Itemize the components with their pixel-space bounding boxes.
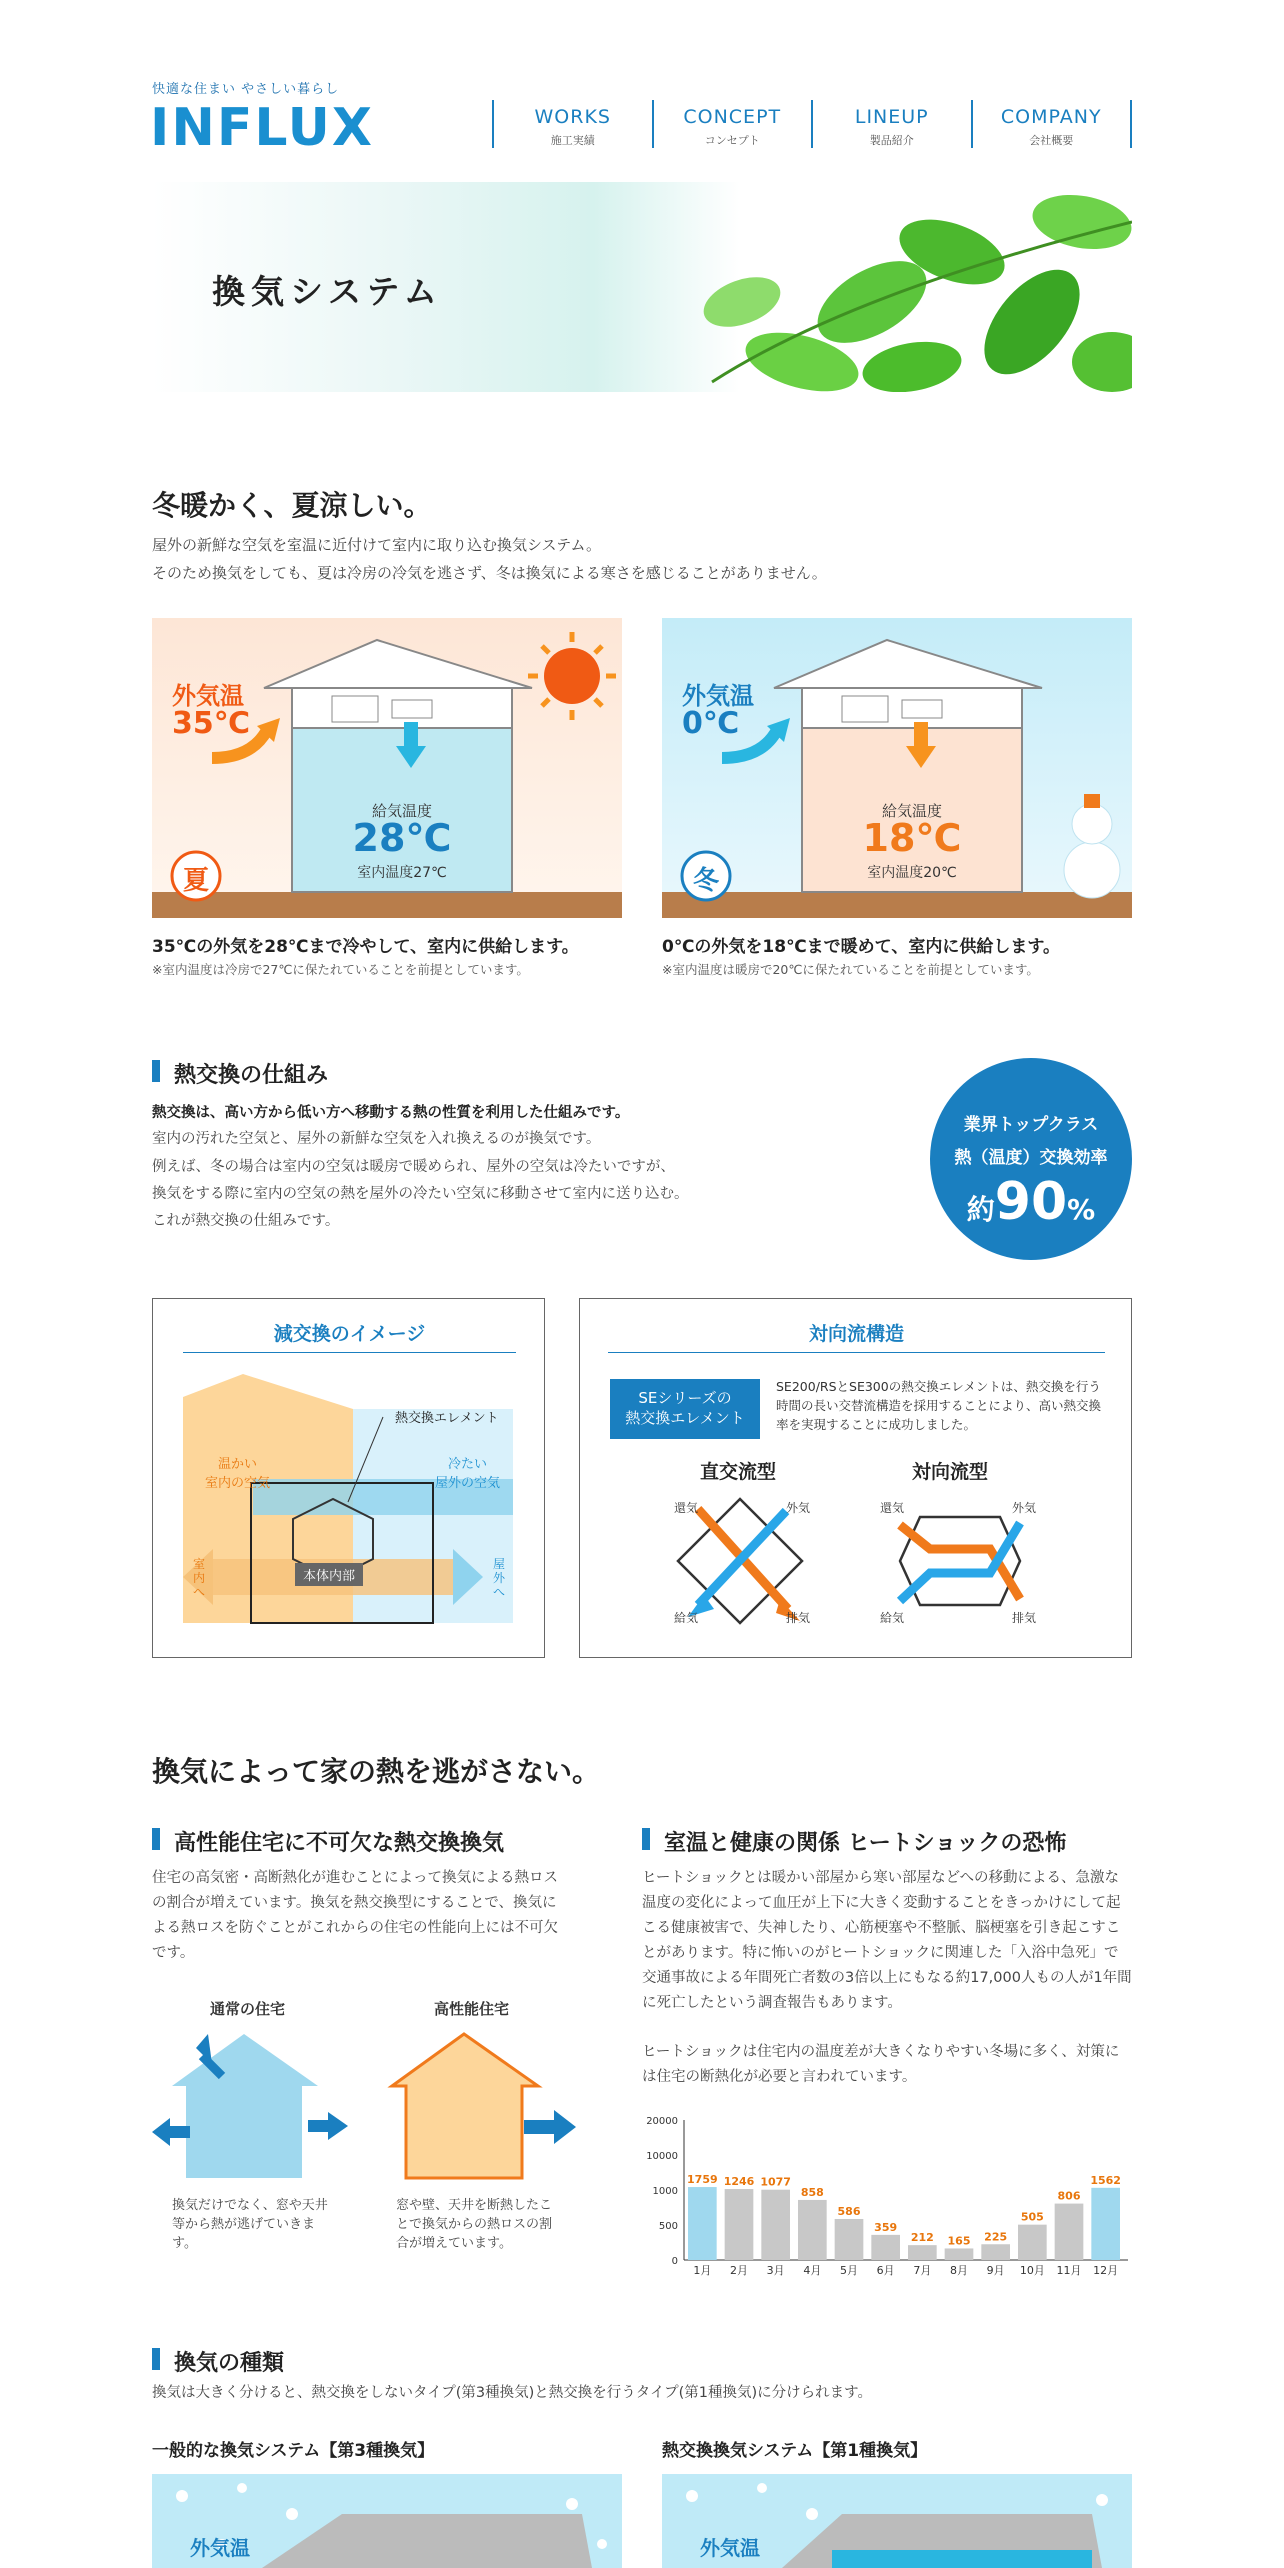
winter-panel bbox=[662, 618, 1132, 918]
chart-x-tick: 12月 bbox=[1093, 2264, 1119, 2277]
inside-label: 本体内部 bbox=[295, 1563, 363, 1586]
winter-caption: 0℃の外気を18℃まで暖めて、室内に供給します。 bbox=[662, 937, 1060, 957]
cross-kanki: 還気 bbox=[674, 1501, 699, 1515]
cross-kyuki: 給気 bbox=[674, 1611, 699, 1625]
chart-x-tick: 8月 bbox=[950, 2264, 968, 2277]
nav-label: CONCEPT bbox=[683, 106, 782, 128]
chart-value-label: 1246 bbox=[723, 2175, 755, 2189]
cold-air-label: 冷たい 屋外の空気 bbox=[435, 1457, 501, 1491]
counterflow-box bbox=[579, 1298, 1132, 1658]
counter-kyuki: 給気 bbox=[880, 1611, 905, 1625]
chart-value-label: 225 bbox=[984, 2230, 1008, 2244]
chart-x-tick: 10月 bbox=[1019, 2264, 1045, 2277]
nav-company[interactable] bbox=[971, 100, 1133, 148]
chart-x-tick: 1月 bbox=[693, 2264, 712, 2277]
summer-supply-temp: 28℃ bbox=[352, 816, 452, 860]
nav-sublabel: コンセプト bbox=[704, 134, 760, 147]
counter-flow-label: 対向流型 bbox=[912, 1461, 989, 1483]
heat-line-2: 例えば、冬の場合は室内の空気は暖房で暖められ、屋外の空気は冷たいですが、 bbox=[152, 1159, 675, 1175]
winter-room-temp: 室内温度20℃ bbox=[867, 865, 957, 881]
chart-value-label: 165 bbox=[947, 2234, 971, 2248]
summer-outside-label: 外気温 bbox=[172, 682, 244, 710]
winter-season-badge: 冬 bbox=[692, 866, 719, 896]
chart-bar bbox=[871, 2235, 900, 2260]
type1-panel bbox=[662, 2474, 1132, 2568]
chart-y-tick: 20000 bbox=[646, 2116, 678, 2127]
chart-y-tick: 0 bbox=[671, 2256, 678, 2267]
winter-supply-label: 給気温度 bbox=[881, 802, 942, 820]
flow-diagrams bbox=[580, 1299, 1133, 1659]
to-inside-label: 室内へ bbox=[193, 1557, 206, 1599]
cross-haiki: 排気 bbox=[786, 1611, 811, 1625]
summer-season-badge: 夏 bbox=[182, 866, 209, 896]
nav-lineup[interactable] bbox=[811, 100, 971, 148]
chart-x-tick: 11月 bbox=[1056, 2264, 1082, 2277]
chart-bar bbox=[761, 2190, 790, 2260]
element-label: 熱交換エレメント bbox=[395, 1411, 499, 1426]
cross-gaiki: 外気 bbox=[786, 1501, 811, 1515]
type3-panel bbox=[152, 2474, 622, 2568]
winter-supply-temp: 18℃ bbox=[862, 816, 962, 860]
chart-value-label: 806 bbox=[1057, 2189, 1081, 2203]
winter-outside-label: 外気温 bbox=[682, 682, 754, 710]
type1-outside-label: 外気温 bbox=[700, 2536, 760, 2560]
chart-y-tick: 1000 bbox=[652, 2186, 678, 2197]
badge-unit: % bbox=[1067, 1193, 1096, 1226]
nav-label: LINEUP bbox=[854, 106, 929, 128]
summer-room-temp: 室内温度27℃ bbox=[357, 865, 447, 881]
left-heading: 高性能住宅に不可欠な熱交換換気 bbox=[152, 1826, 504, 1857]
summer-note: ※室内温度は冷房で27℃に保たれていることを前提としています。 bbox=[152, 962, 529, 977]
chart-bar bbox=[1018, 2225, 1047, 2260]
counterflow-title: 対向流構造 bbox=[608, 1319, 1105, 1353]
counter-kanki: 還気 bbox=[880, 1501, 905, 1515]
nav-concept[interactable] bbox=[652, 100, 812, 148]
nav-sublabel: 施工実績 bbox=[550, 134, 595, 147]
types-desc: 換気は大きく分けると、熱交換をしないタイプ(第3種換気)と熱交換を行うタイプ(第1種換気)に分けられます。 bbox=[152, 2385, 872, 2401]
heat-lead: 熱交換は、高い方から低い方へ移動する熱の性質を利用した仕組みです。 bbox=[152, 1105, 630, 1121]
badge-prefix: 約 bbox=[966, 1193, 995, 1226]
chart-bar bbox=[1091, 2188, 1120, 2260]
chart-bar bbox=[798, 2200, 827, 2260]
summer-outside-temp: 35℃ bbox=[172, 706, 251, 741]
badge-line-1: 業界トップクラス bbox=[963, 1115, 1099, 1135]
normal-house-label: 通常の住宅 bbox=[210, 2000, 286, 2018]
counter-haiki: 排気 bbox=[1012, 1611, 1037, 1625]
heat-shock-chart bbox=[642, 2110, 1132, 2286]
chart-bar bbox=[835, 2219, 864, 2260]
chart-value-label: 1077 bbox=[760, 2175, 791, 2189]
chart-bar bbox=[945, 2248, 974, 2260]
chart-x-tick: 4月 bbox=[803, 2264, 822, 2277]
chart-value-label: 212 bbox=[910, 2231, 934, 2245]
tagline: 快適な住まい やさしい暮らし bbox=[152, 82, 340, 97]
badge-value: 90 bbox=[994, 1172, 1068, 1232]
nav-works[interactable] bbox=[492, 100, 652, 148]
winter-note: ※室内温度は暖房で20℃に保たれていることを前提としています。 bbox=[662, 962, 1039, 977]
chart-x-tick: 2月 bbox=[730, 2264, 748, 2277]
intro-line-1: 屋外の新鮮な空気を室温に近付けて室内に取り込む換気システム。 bbox=[152, 536, 601, 554]
se-series-tag: SEシリーズの 熱交換エレメント bbox=[610, 1379, 760, 1439]
chart-x-tick: 3月 bbox=[766, 2264, 785, 2277]
chart-bar bbox=[725, 2189, 754, 2260]
efficiency-badge bbox=[930, 1058, 1132, 1260]
chart-x-tick: 6月 bbox=[876, 2264, 895, 2277]
heat-line-3: 換気をする際に室内の空気の熱を屋外の冷たい空気に移動させて室内に送り込む。 bbox=[152, 1186, 689, 1202]
chart-value-label: 858 bbox=[800, 2185, 824, 2199]
chart-bar bbox=[981, 2244, 1010, 2260]
high-house-label: 高性能住宅 bbox=[434, 2000, 510, 2018]
nav-sublabel: 会社概要 bbox=[1029, 134, 1074, 147]
counter-gaiki: 外気 bbox=[1012, 1501, 1037, 1515]
exchange-image-title: 減交換のイメージ bbox=[183, 1319, 516, 1353]
summer-supply-label: 給気温度 bbox=[371, 802, 432, 820]
intro-line-2: そのため換気をしても、夏は冷房の冷気を逃さず、冬は換気による寒さを感じることがありません。 bbox=[152, 564, 827, 582]
heat-exchange-heading: 熱交換の仕組み bbox=[152, 1058, 328, 1089]
high-house-note: 窓や壁、天井を断熱したことで換気からの熱ロスの割合が増えています。 bbox=[396, 2198, 553, 2251]
type3-outside-label: 外気温 bbox=[190, 2536, 250, 2560]
chart-value-label: 1562 bbox=[1090, 2173, 1121, 2187]
to-outside-label: 屋外へ bbox=[493, 1557, 506, 1599]
hero-title: 換気システム bbox=[212, 272, 443, 311]
warm-air-label: 温かい 室内の空気 bbox=[205, 1457, 271, 1491]
se-series-desc: SE200/RSとSE300の熱交換エレメントは、熱交換を行う時間の長い交替流構造を採用することにより、高い熱交換率を実現することに成功しました。 bbox=[776, 1379, 1102, 1432]
chart-x-tick: 7月 bbox=[913, 2264, 932, 2277]
nav-label: COMPANY bbox=[1000, 106, 1102, 128]
chart-value-label: 586 bbox=[837, 2204, 861, 2218]
exchange-image-box bbox=[152, 1298, 545, 1658]
chart-y-tick: 500 bbox=[658, 2221, 678, 2232]
intro-heading: 冬暖かく、夏涼しい。 bbox=[152, 489, 432, 522]
types-heading: 換気の種類 bbox=[152, 2346, 284, 2377]
chart-value-label: 359 bbox=[874, 2220, 898, 2234]
chart-bar bbox=[688, 2187, 717, 2260]
summer-panel bbox=[152, 618, 622, 918]
type3-heading: 一般的な換気システム【第3種換気】 bbox=[152, 2441, 435, 2461]
cross-flow-label: 直交流型 bbox=[700, 1461, 777, 1483]
chart-x-tick: 5月 bbox=[840, 2264, 858, 2277]
section2-heading: 換気によって家の熱を逃がさない。 bbox=[152, 1755, 601, 1788]
normal-house-note: 換気だけでなく、窓や天井等から熱が逃げていきます。 bbox=[172, 2198, 328, 2251]
chart-bar bbox=[908, 2245, 937, 2260]
right-heading: 室温と健康の関係 ヒートショックの恐怖 bbox=[642, 1826, 1066, 1857]
nav-sublabel: 製品紹介 bbox=[869, 134, 914, 147]
type1-heading: 熱交換換気システム【第1種換気】 bbox=[662, 2441, 928, 2461]
chart-value-label: 1759 bbox=[687, 2173, 718, 2187]
chart-bar bbox=[1055, 2204, 1084, 2260]
chart-value-label: 505 bbox=[1020, 2210, 1044, 2224]
heat-line-1: 室内の汚れた空気と、屋外の新鮮な空気を入れ換えるのが換気です。 bbox=[152, 1131, 601, 1147]
left-body: 住宅の高気密・高断熱化が進むことによって換気による熱ロスの割合が増えています。換気を熱交換型にすることで、換気による熱ロスを防ぐことがこれからの住宅の性能向上には不可欠です。 bbox=[152, 1870, 558, 1961]
logo[interactable]: INFLUX bbox=[150, 98, 374, 158]
chart-y-tick: 10000 bbox=[646, 2151, 678, 2162]
summer-caption: 35℃の外気を28℃まで冷やして、室内に供給します。 bbox=[152, 937, 579, 957]
main-nav bbox=[492, 100, 1132, 148]
heat-line-4: これが熱交換の仕組みです。 bbox=[152, 1213, 340, 1229]
badge-line-2: 熱（温度）交換効率 bbox=[954, 1148, 1108, 1168]
right-body-2: ヒートショックは住宅内の温度差が大きくなりやすい冬場に多く、対策には住宅の断熱化が必要と言われています。 bbox=[642, 2044, 1120, 2085]
house-comparison-illustration bbox=[152, 2028, 582, 2188]
nav-label: WORKS bbox=[534, 106, 611, 128]
right-body-1: ヒートショックとは暖かい部屋から寒い部屋などへの移動による、急激な温度の変化によって血圧が上下に大きく変動することをきっかけにして起こる健康被害で、失神したり、心筋梗塞や不整脈、脳梗塞を引き起こすことがあります。特に怖いのがヒートショックに関連した「入浴中急死」で交通事故による年間死亡者数の3倍以上にもなる約17,000人もの人が1年間に死亡したという調査報告もあります。 bbox=[642, 1870, 1132, 2011]
winter-outside-temp: 0℃ bbox=[682, 706, 740, 741]
chart-x-tick: 9月 bbox=[986, 2264, 1005, 2277]
